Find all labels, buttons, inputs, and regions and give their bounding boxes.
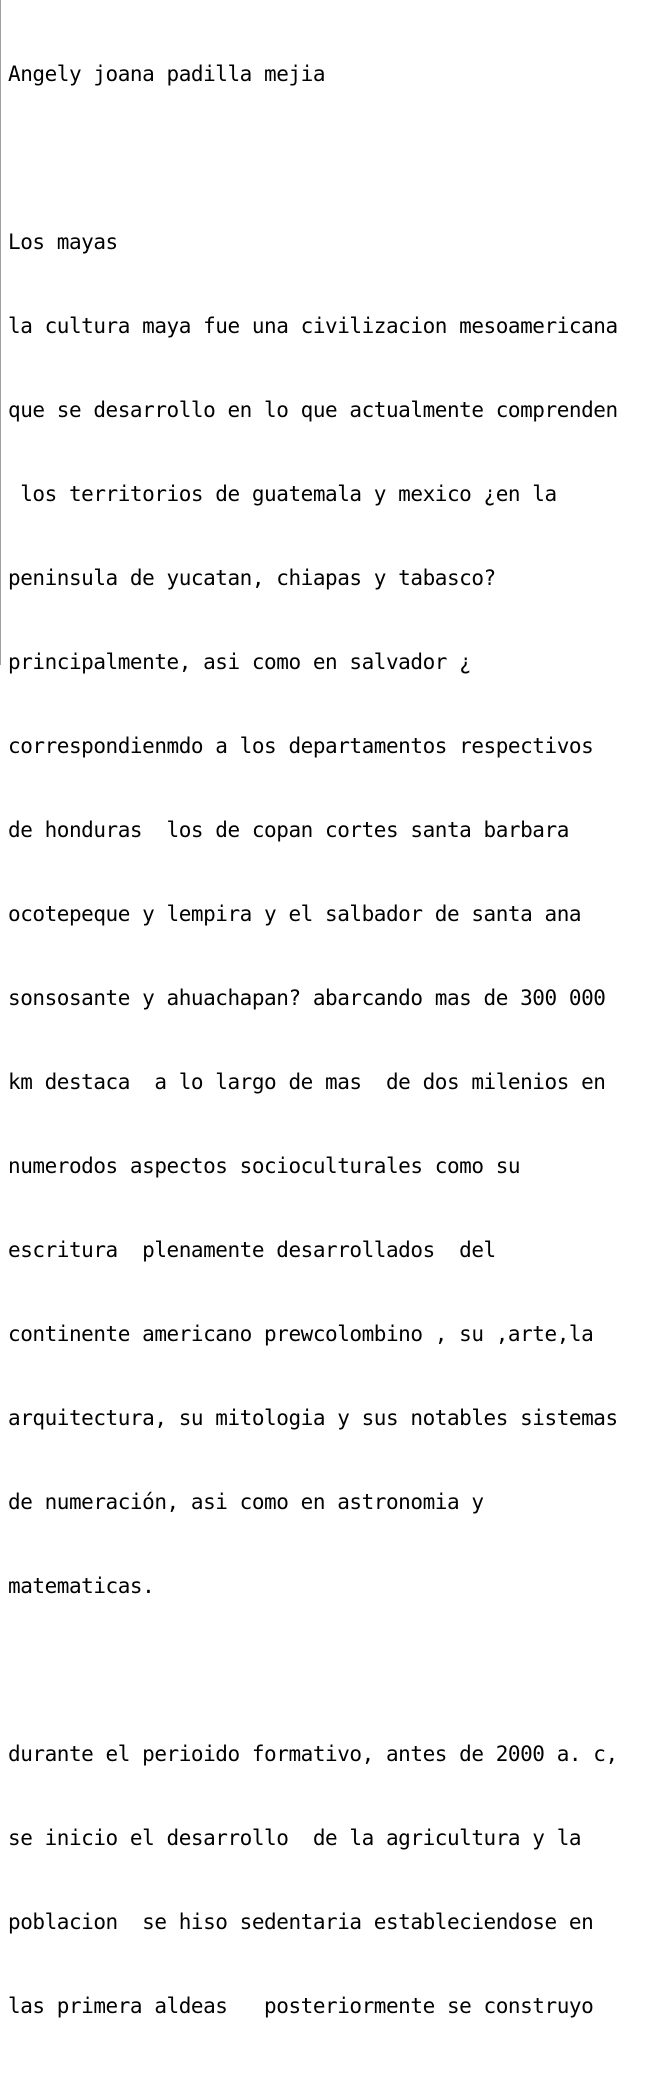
text-line: Angely joana padilla mejia [8,62,326,86]
document-text[interactable] [8,4,662,2076]
text-line: las primera aldeas posteriormente se construyo [8,1994,594,2018]
text-line: continente americano prewcolombino , su ,arte,la [8,1322,594,1346]
text-line: peninsula de yucatan, chiapas y tabasco? [8,566,496,590]
text-line [8,144,662,172]
text-line: se inicio el desarrollo de la agricultura y la [8,1826,582,1850]
text-line [8,1656,662,1684]
text-line: poblacion se hiso sedentaria estableciendose en [8,1910,594,1934]
text-line: que se desarrollo en lo que actualmente comprenden [8,398,618,422]
text-line: durante el perioido formativo, antes de 2000 a. c, [8,1742,618,1766]
text-line: escritura plenamente desarrollados del [8,1238,496,1262]
text-line: la cultura maya fue una civilizacion mesoamericana [8,314,618,338]
text-line: de honduras los de copan cortes santa barbara [8,818,569,842]
text-line: matematicas. [8,1574,155,1598]
text-line: km destaca a lo largo de mas de dos milenios en [8,1070,606,1094]
text-line: correspondienmdo a los departamentos respectivos [8,734,594,758]
text-line: de numeración, asi como en astronomia y [8,1490,484,1514]
text-line: los territorios de guatemala y mexico ¿en la [8,482,557,506]
text-line: numerodos aspectos socioculturales como su [8,1154,521,1178]
text-line: sonsosante y ahuachapan? abarcando mas de 300 000 [8,986,606,1010]
text-line: ocotepeque y lempira y el salbador de santa ana [8,902,582,926]
text-line: arquitectura, su mitologia y sus notables sistemas [8,1406,618,1430]
text-line: Los mayas [8,230,118,254]
text-line: principalmente, asi como en salvador ¿ [8,650,472,674]
